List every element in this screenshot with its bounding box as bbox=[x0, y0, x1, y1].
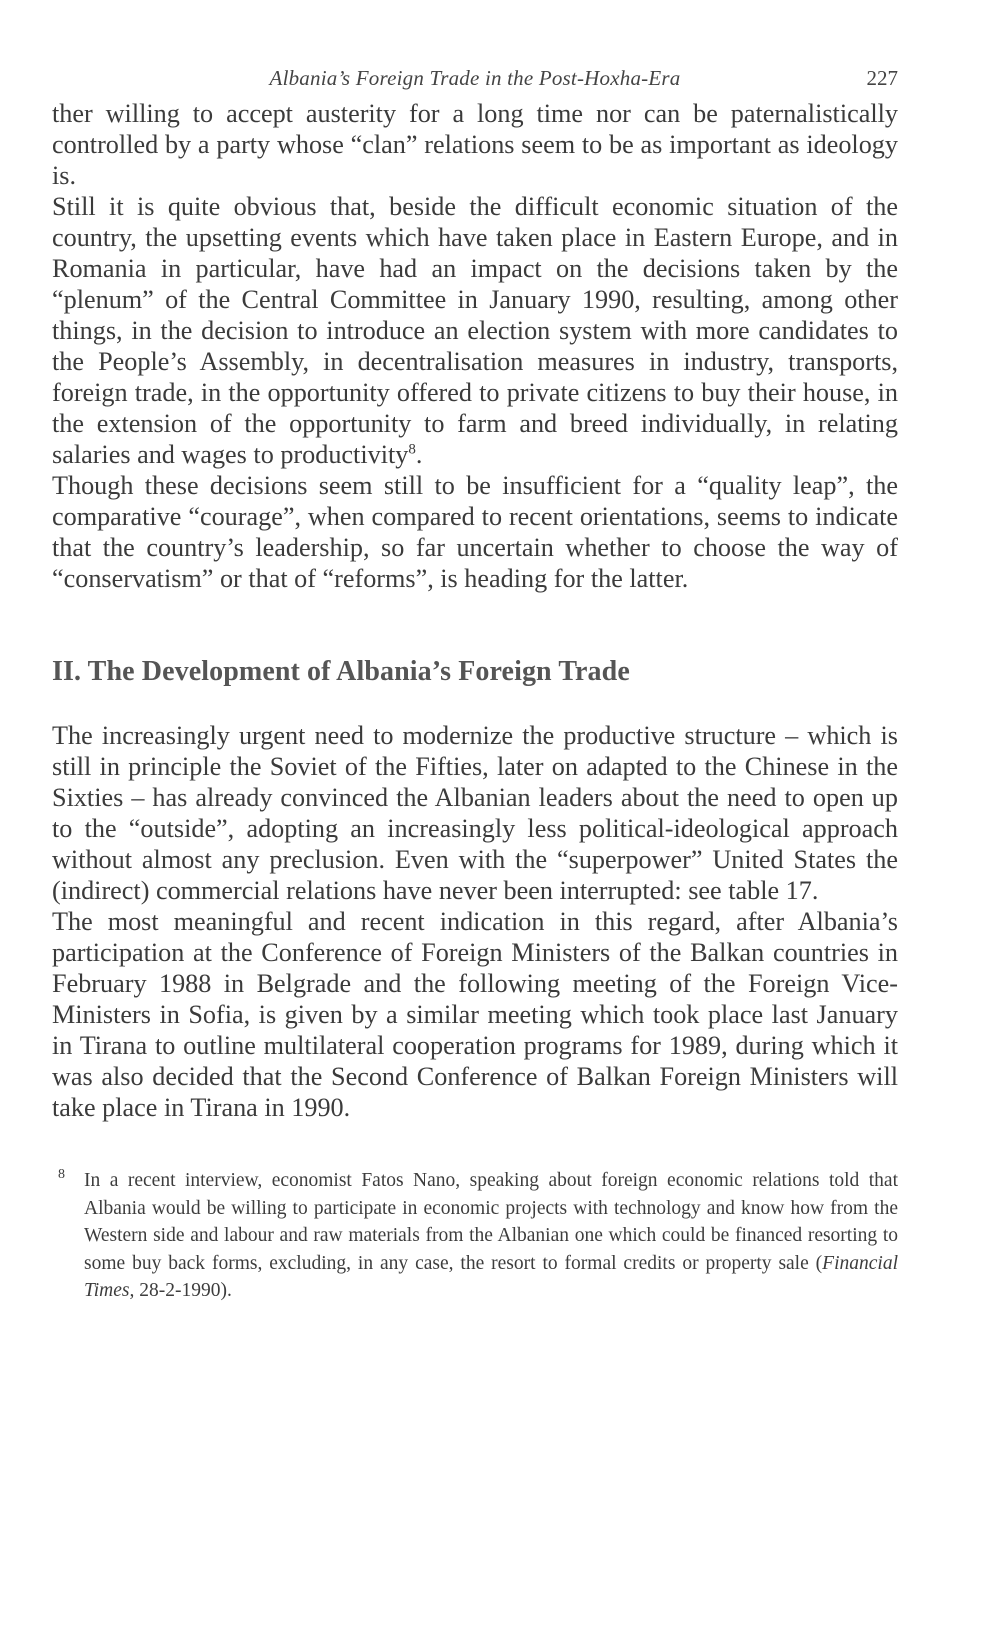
paragraph: Though these decisions seem still to be insufficient for a “quality leap”, the comparative “courage”, when compared to recent orientations, seems to indicate that the country’s leadership, so far uncertain whether to choose the way of “conservatism” or that of “reforms”, is heading for the latter. bbox=[52, 471, 898, 593]
paragraph: The most meaningful and recent indication in this regard, after Albania’s participation at the Conference of Foreign Ministers of the Balkan countries in February 1988 in Belgrade and the following meeting of the Foreign Vice-Ministers in Sofia, is given by a similar meeting which took place last January in Tirana to outline multilateral cooperation programs for 1989, during which it was also decided that the Second Conference of Balkan Foreign Ministers will take place in Tirana in 1990. bbox=[52, 907, 898, 1122]
footnotes bbox=[52, 1167, 898, 1305]
footnote-source: Financial Times, bbox=[84, 1252, 898, 1301]
section-heading: II. The Development of Albania’s Foreign Trade bbox=[52, 656, 630, 687]
body-section-intro bbox=[52, 98, 898, 594]
paragraph bbox=[52, 191, 898, 470]
footnote-8 bbox=[52, 1167, 898, 1305]
footnote-source-date: 28-2-1990). bbox=[134, 1280, 232, 1301]
footnote-mark: 8 bbox=[58, 1167, 65, 1182]
footnote-reference[interactable]: 8 bbox=[408, 441, 416, 458]
running-header bbox=[52, 58, 898, 98]
paragraph-trail: . bbox=[415, 440, 423, 469]
paragraph: The increasingly urgent need to modernize the productive structure – which is still in principle the Soviet of the Fifties, later on adapted to the Chinese in the Sixties – has already convinced the Albanian leaders about the need to open up to the “outside”, adopting an increasingly less political-ideological approach without almost any preclusion. Even with the “superpower” United States the (indirect) commercial relations have never been interrupted: see table 17. bbox=[52, 721, 898, 905]
paragraph-text: Still it is quite obvious that, beside the difficult economic situation of the country, the upsetting events which have taken place in Eastern Europe, and in Romania in particular, have had an impact on the decisions taken by the “plenum” of the Central Committee in January 1990, resulting, among other things, in the decision to introduce an election system with more candidates to the People’s Assembly, in decentralisation measures in industry, transports, foreign trade, in the opportunity offered to private citizens to buy their house, in the extension of the opportunity to farm and breed individually, in relating salaries and wages to productivity bbox=[52, 192, 898, 469]
page bbox=[52, 58, 898, 1305]
paragraph: ther willing to accept austerity for a long time nor can be paternalistically controlled by a party whose “clan” relations seem to be as important as ideology is. bbox=[52, 99, 898, 190]
page-number: 227 bbox=[866, 66, 898, 90]
running-title: Albania’s Foreign Trade in the Post-Hoxha-Era bbox=[269, 66, 681, 90]
body-section-trade bbox=[52, 720, 898, 1123]
footnote-text: In a recent interview, economist Fatos Nano, speaking about foreign economic relations told that Albania would be willing to participate in economic projects with technology and know how from the Western side and labour and raw materials from the Albanian one which could be financed resorting to some buy back forms, excluding, in any case, the resort to formal credits or property sale ( bbox=[84, 1170, 898, 1274]
